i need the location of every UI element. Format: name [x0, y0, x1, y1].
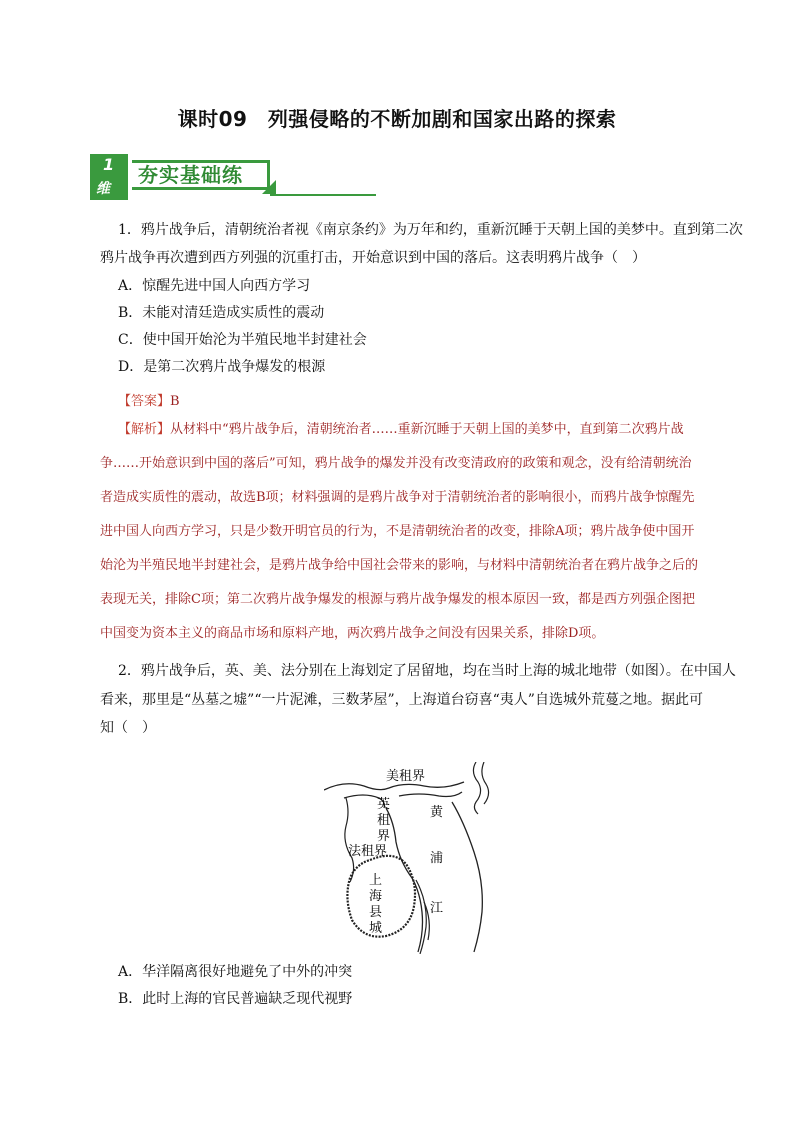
q2-option-a: A．华洋隔离很好地避免了中外的冲突: [118, 964, 353, 980]
map-squiggle-2: [482, 762, 489, 804]
map-label-river-1: 黄: [430, 805, 444, 820]
analysis-text: 从材料中“鸦片战争后，清朝统治者……重新沉睡于天朝上国的美梦中，直到第二次鸦片战: [170, 422, 684, 437]
shanghai-concession-map: [324, 762, 494, 954]
map-label-city-1: 上: [369, 873, 383, 888]
q1-analysis-line2: 争……开始意识到中国的落后”可知，鸦片战争的爆发并没有改变清政府的政策和观念，没有给清朝统治: [100, 456, 692, 471]
banner-sub: 维: [96, 181, 110, 197]
map-huangpu-east-bank: [452, 802, 482, 952]
analysis-tag: 【解析】: [118, 422, 171, 437]
map-label-river-3: 江: [430, 901, 444, 916]
q1-analysis-line5: 始沦为半殖民地半封建社会，是鸦片战争给中国社会带来的影响，与材料中清朝统治者在鸦片战争之后的: [100, 558, 699, 573]
map-label-fr-concession: 法租界: [348, 844, 388, 859]
q2-stem-line1: 2．鸦片战争后，英、美、法分别在上海划定了居留地，均在当时上海的城北地带（如图）。在中国人: [118, 663, 736, 679]
q1-analysis-line7: 中国变为资本主义的商品市场和原料产地，两次鸦片战争之间没有因果关系，排除D项。: [100, 626, 605, 641]
banner-corner-decoration: [262, 180, 276, 194]
q1-stem-line2: 鸦片战争再次遭到西方列强的沉重打击，开始意识到中国的落后。这表明鸦片战争（ ）: [100, 250, 646, 266]
q1-option-c: C．使中国开始沦为半殖民地半封建社会: [118, 332, 367, 348]
map-concession-boundary: [345, 798, 354, 882]
map-label-city-4: 城: [369, 921, 383, 936]
banner-underline: [270, 194, 376, 196]
map-label-river-2: 浦: [430, 851, 444, 866]
section-banner: [90, 154, 286, 200]
answer-value: B: [170, 394, 180, 409]
q1-option-b: B．未能对清廷造成实质性的震动: [118, 305, 325, 321]
map-label-uk-2: 租: [377, 813, 391, 828]
map-label-uk-3: 界: [377, 829, 391, 844]
q1-analysis-line3: 者造成实质性的震动，故选B项；材料强调的是鸦片战争对于清朝统治者的影响很小，而鸦片战争惊醒先: [100, 490, 695, 505]
q1-analysis-line4: 进中国人向西方学习，只是少数开明官员的行为，不是清朝统治者的改变，排除A项；鸦片战争使中国开: [100, 524, 695, 539]
map-label-city-3: 县: [369, 905, 383, 920]
map-huangpu-west-bank: [386, 808, 423, 952]
q1-analysis-line6: 表现无关，排除C项；第二次鸦片战争爆发的根源与鸦片战争爆发的根本原因一致，都是西方列强企图把: [100, 592, 695, 607]
map-squiggle-1: [473, 762, 480, 814]
q1-option-a: A．惊醒先进中国人向西方学习: [118, 278, 311, 294]
q1-answer: [118, 392, 180, 412]
page-title: 课时09 列强侵略的不断加剧和国家出路的探索: [177, 107, 617, 131]
q1-stem-line1: 1．鸦片战争后，清朝统治者视《南京条约》为万年和约，重新沉睡于天朝上国的美梦中。直到第二次: [118, 222, 743, 238]
q1-option-d: D．是第二次鸦片战争爆发的根源: [118, 359, 326, 375]
banner-number: 1: [103, 155, 115, 174]
map-label-city-2: 海: [369, 889, 383, 904]
map-creek-east-bank: [399, 792, 462, 797]
map-label-uk-1: 英: [377, 797, 391, 812]
q2-stem-line2: 看来，那里是“丛墓之墟”“一片泥滩，三数茅屋”，上海道台窃喜“夷人”自选城外荒蔓之地。据此可: [100, 692, 703, 708]
q1-analysis-line1: [118, 420, 684, 440]
banner-label: 夯实基础练: [132, 160, 270, 190]
map-label-us-concession: 美租界: [386, 769, 426, 784]
q2-option-b: B．此时上海的官民普遍缺乏现代视野: [118, 991, 353, 1007]
answer-tag: 【答案】: [118, 394, 171, 409]
banner-number-block: [90, 154, 128, 200]
q2-stem-line3: 知（ ）: [100, 720, 156, 736]
